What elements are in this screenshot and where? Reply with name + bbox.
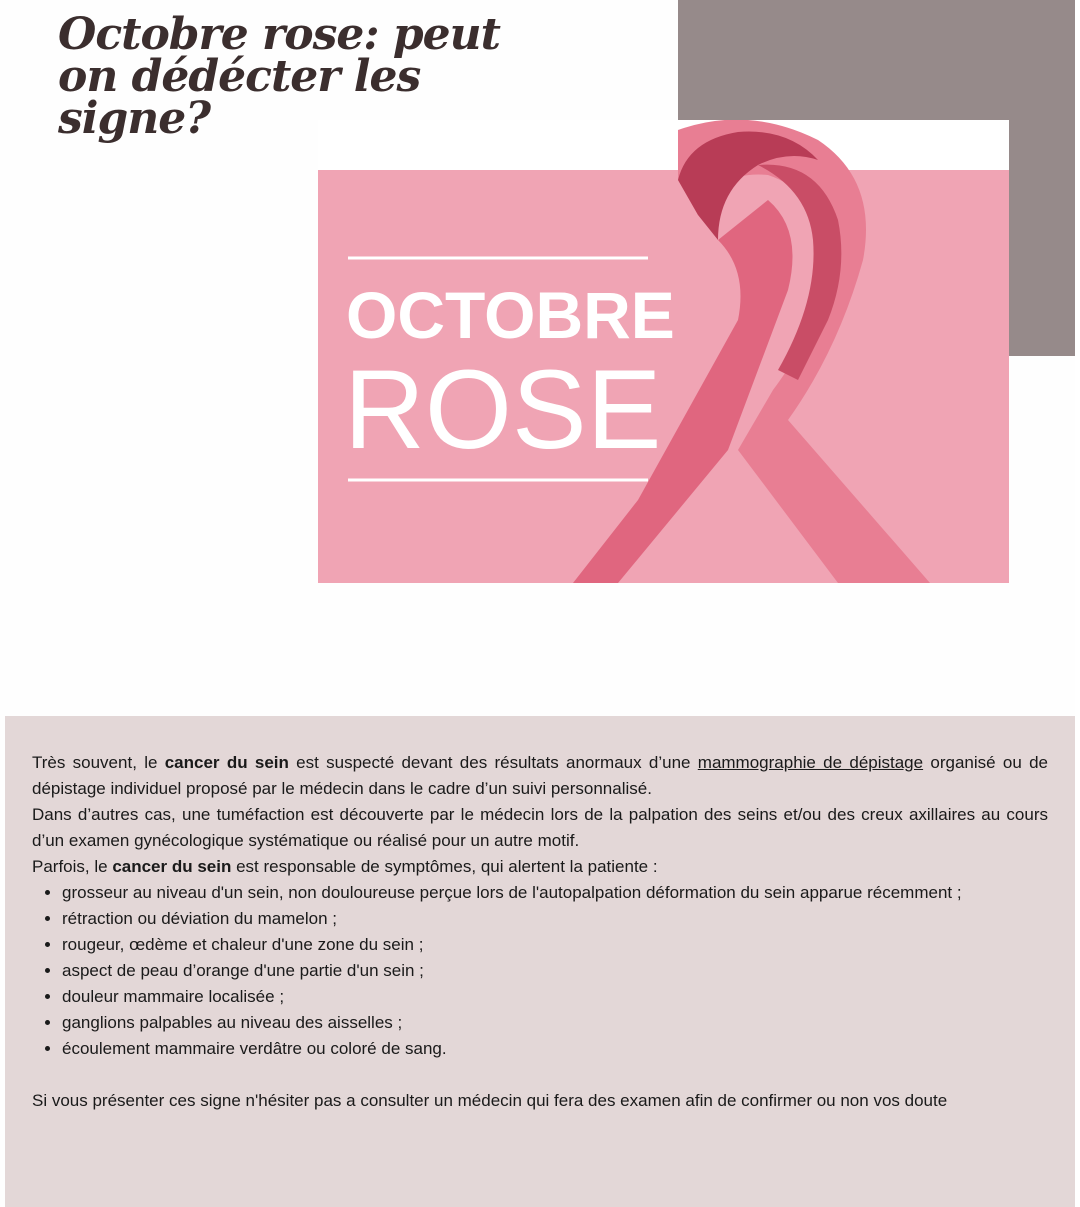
symptoms-list (32, 880, 1048, 1062)
article-panel (5, 716, 1075, 1207)
right-edge (1075, 0, 1080, 1207)
octobre-rose-banner (318, 120, 1009, 583)
paragraph-symptoms-intro: Parfois, le cancer du sein est responsable de symptômes, qui alertent la patiente : (32, 857, 658, 876)
list-item: • rétraction ou déviation du mamelon ; (62, 906, 1048, 932)
page-title: Octobre rose: peut on dédécter les signe? (58, 9, 500, 144)
mammographie-link[interactable]: mammographie de dépistage (697, 753, 924, 772)
banner-text-rose: ROSE (344, 347, 662, 472)
bold-cancer-du-sein: cancer du sein (164, 753, 289, 772)
bold-cancer-du-sein-2: cancer du sein (112, 857, 232, 876)
list-item: • grosseur au niveau d'un sein, non douloureuse perçue lors de l'autopalpation déformation du sein apparue récemment ; (62, 880, 1048, 906)
list-item: • ganglions palpables au niveau des aisselles ; (62, 1010, 1048, 1036)
article-body (32, 750, 1048, 1114)
paragraph-mammography: Très souvent, le cancer du sein est suspecté devant des résultats anormaux d’une mammographie de dépistage organisé ou de dépistage individuel proposé par le médecin dans le cadre d’un suivi personnalisé. (32, 753, 1048, 798)
paragraph-palpation: Dans d’autres cas, une tuméfaction est découverte par le médecin lors de la palpation des seins et/ou des creux axillaires au cours d’un examen gynécologique systématique ou réalisé pour un autre motif. (32, 805, 1048, 850)
list-item: • rougeur, œdème et chaleur d'une zone du sein ; (62, 932, 1048, 958)
list-item: • aspect de peau d’orange d'une partie d'un sein ; (62, 958, 1048, 984)
list-item: • écoulement mammaire verdâtre ou coloré de sang. (62, 1036, 1048, 1062)
pink-ribbon-icon (318, 120, 1009, 583)
paragraph-conclusion: Si vous présenter ces signe n'hésiter pas a consulter un médecin qui fera des examen afin de confirmer ou non vos doute (32, 1091, 948, 1110)
list-item: • douleur mammaire localisée ; (62, 984, 1048, 1010)
banner-text-octobre: OCTOBRE (346, 278, 675, 352)
